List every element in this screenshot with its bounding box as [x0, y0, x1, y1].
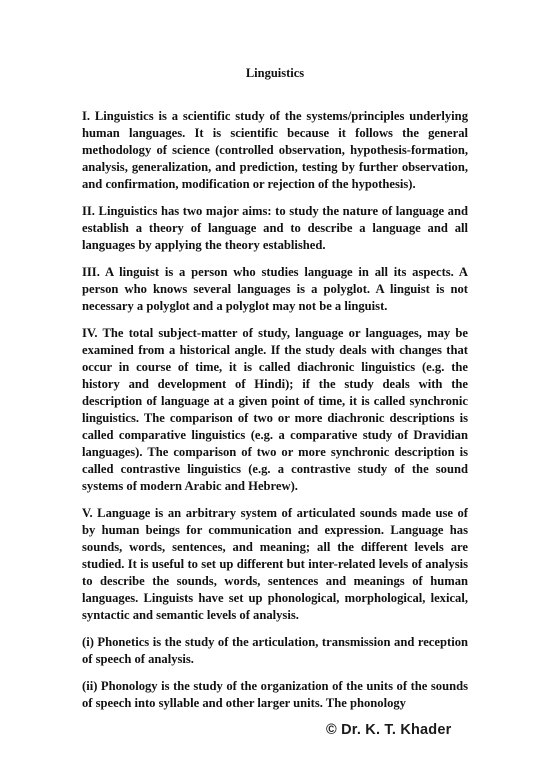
paragraph-1: I. Linguistics is a scientific study of the systems/principles underlying human languages. It is scientific because it follows the general methodology of science (controlled observation, hypothesis-formation, analysis, generalization, and prediction, testing by further observation, and confirmation, modification or rejection of the hypothesis).: [82, 109, 468, 191]
copyright-footer: © Dr. K. T. Khader: [326, 722, 452, 738]
paragraph-5: V. Language is an arbitrary system of articulated sounds made use of by human beings for communication and expression. Language has sounds, words, sentences, and meaning; all the different levels are studied. It is useful to set up different but inter-related levels of analysis to describe the sounds, words, sentences and meanings of human languages. Linguists have set up phonological, morphological, lexical, syntactic and semantic levels of analysis.: [82, 506, 468, 622]
paragraph-6: (i) Phonetics is the study of the articulation, transmission and reception of speech of analysis.: [82, 635, 468, 666]
paragraph-3: III. A linguist is a person who studies language in all its aspects. A person who knows several languages is a polyglot. A linguist is not necessary a polyglot and a polyglot may not be a linguist.: [82, 265, 468, 313]
paragraph-2: II. Linguistics has two major aims: to study the nature of language and establish a theory of language and to describe a language and all languages by applying the theory established.: [82, 204, 468, 252]
paragraph-7: (ii) Phonology is the study of the organization of the units of the sounds of speech into syllable and other larger units. The phonology: [82, 679, 468, 710]
paragraph-4: IV. The total subject-matter of study, language or languages, may be examined from a historical angle. If the study deals with changes that occur in course of time, it is called diachronic linguistics (e.g. the history and development of Hindi); if the study deals with the description of language at a given point of time, it is called synchronic linguistics. The comparison of two or more diachronic descriptions is called comparative linguistics (e.g. a comparative study of Dravidian languages). The comparison of two or more synchronic description is called contrastive linguistics (e.g. a contrastive study of the sound systems of modern Arabic and Hebrew).: [82, 326, 468, 493]
page-title: Linguistics: [245, 66, 305, 80]
document-body: [82, 108, 468, 722]
